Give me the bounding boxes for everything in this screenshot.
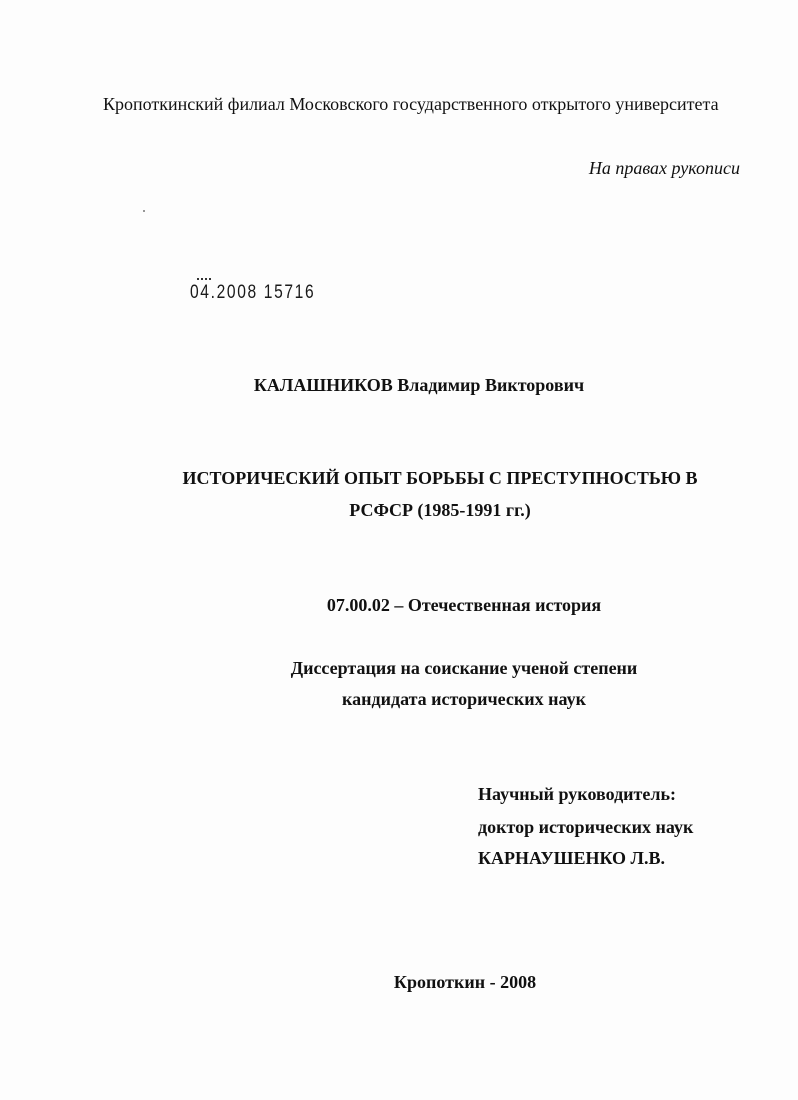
scan-speck [143,210,145,212]
library-stamp-code [190,282,315,304]
manuscript-note: На правах рукописи [588,158,740,178]
advisor-degree: доктор исторических наук [478,817,694,837]
place-and-year: Кропоткин - 2008 [393,972,537,992]
degree-line-2: кандидата исторических наук [342,689,586,709]
author-name: КАЛАШНИКОВ Владимир Викторович [253,375,585,395]
institution-name: Кропоткинский филиал Московского государственного открытого университета [103,94,719,114]
degree-line-1: Диссертация на соискание ученой степени [290,658,638,678]
thesis-title-line-1: ИСТОРИЧЕСКИЙ ОПЫТ БОРЬБЫ С ПРЕСТУПНОСТЬЮ В [182,468,698,488]
specialty-code: 07.00.02 – Отечественная история [326,595,602,615]
stamp-code-text: 04.2008 15716 [190,282,316,303]
thesis-title-line-2: РСФСР (1985-1991 гг.) [349,500,531,520]
advisor-name: КАРНАУШЕНКО Л.В. [478,848,665,868]
advisor-label: Научный руководитель: [478,784,676,804]
